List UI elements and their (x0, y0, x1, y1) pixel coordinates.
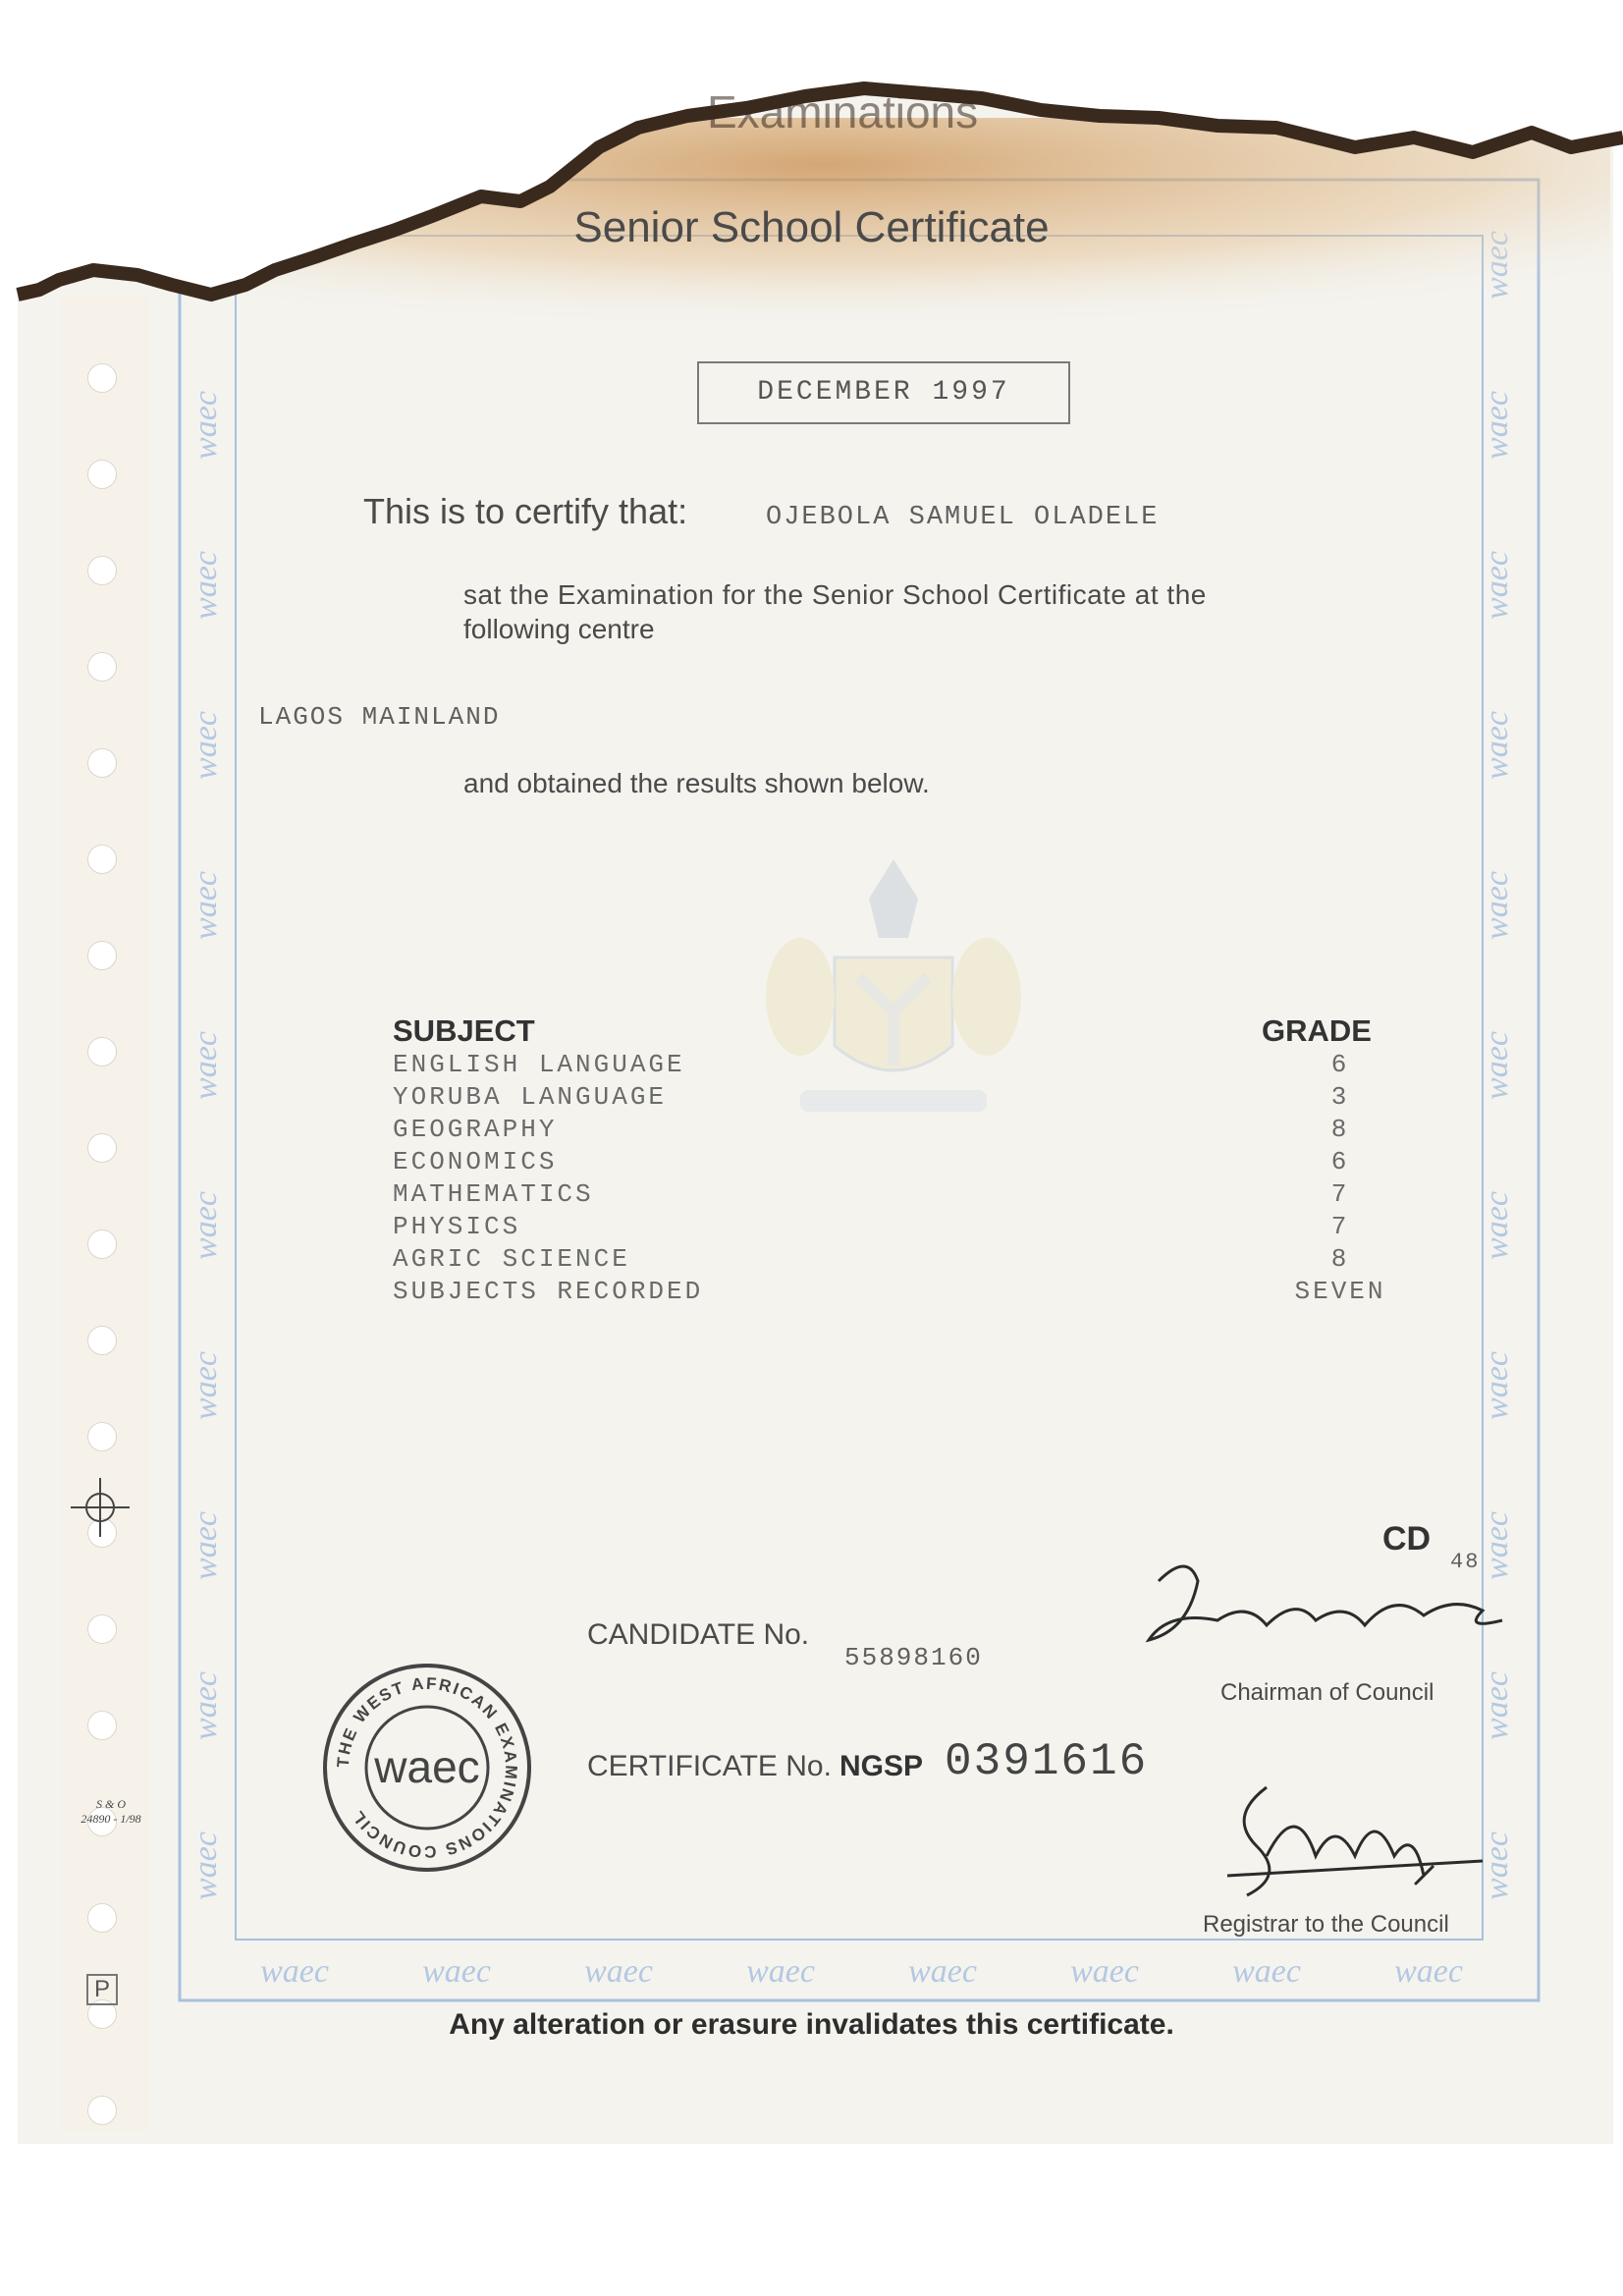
subject-grade: 8 (1330, 1244, 1350, 1274)
border-waec-mark: waec (188, 551, 224, 620)
border-waec-mark: waec (188, 1831, 224, 1900)
border-waec-mark: waec (188, 871, 224, 940)
tractor-hole (87, 556, 117, 585)
border-waec-mark: waec (1479, 1831, 1515, 1900)
tractor-hole (87, 1230, 117, 1259)
registration-crosshair-icon (71, 1478, 130, 1537)
border-waec-mark: waec (1479, 391, 1515, 460)
candidate-name: OJEBOLA SAMUEL OLADELE (766, 503, 1160, 532)
registrar-label: Registrar to the Council (1203, 1911, 1449, 1938)
subject-name: ECONOMICS (393, 1147, 558, 1176)
waec-seal (319, 1660, 535, 1876)
subject-name: AGRIC SCIENCE (393, 1244, 630, 1274)
border-waec-mark: waec (1479, 711, 1515, 780)
border-waec-mark: waec (260, 1953, 329, 1990)
subject-grade: 8 (1330, 1115, 1350, 1144)
burned-header: Examinations (707, 86, 979, 137)
tractor-hole (87, 748, 117, 778)
subject-name: ENGLISH LANGUAGE (393, 1050, 685, 1079)
waec-logo: waec (374, 1741, 480, 1792)
tractor-hole (87, 363, 117, 393)
border-waec-mark: waec (584, 1953, 653, 1990)
certificate-no: 0391616 (945, 1736, 1149, 1787)
tractor-feed-strip (61, 295, 149, 2131)
cd-label: CD (1382, 1520, 1432, 1558)
subject-list (393, 1049, 703, 1308)
sat-text-line2: following centre (463, 614, 655, 644)
border-waec-mark: waec (1479, 1671, 1515, 1740)
subject-name: MATHEMATICS (393, 1179, 594, 1209)
border-waec-mark: waec (908, 1953, 977, 1990)
sat-text-line1: sat the Examination for the Senior School Certificate at the (463, 579, 1207, 610)
border-waec-mark: waec (188, 1511, 224, 1580)
tractor-hole (87, 2096, 117, 2125)
subject-header: SUBJECT (393, 1013, 535, 1048)
border-waec-mark: waec (188, 1671, 224, 1740)
border-waec-mark: waec (188, 1191, 224, 1260)
tractor-hole (87, 1037, 117, 1066)
border-waec-mark: waec (1394, 1953, 1463, 1990)
border-waec-mark: waec (422, 1953, 491, 1990)
tractor-hole (87, 941, 117, 970)
border-waec-mark: waec (746, 1953, 815, 1990)
tractor-hole (87, 845, 117, 874)
results-text: and obtained the results shown below. (463, 768, 930, 798)
certificate-title: Senior School Certificate (573, 203, 1050, 251)
subject-name: YORUBA LANGUAGE (393, 1082, 668, 1112)
candidate-no-label: CANDIDATE No. (587, 1618, 810, 1651)
svg-text:THE WEST AFRICAN EXAMINATIONS: THE WEST AFRICAN EXAMINATIONS COUNCIL (333, 1673, 521, 1862)
exam-date: DECEMBER 1997 (697, 361, 1070, 424)
chairman-signature (1129, 1542, 1522, 1669)
tractor-hole (87, 1133, 117, 1163)
certificate-prefix: NGSP (839, 1750, 924, 1782)
border-waec-mark: waec (1070, 1953, 1139, 1990)
printer-mark-line2: 24890 - 1/98 (81, 1812, 141, 1826)
subject-grade: 6 (1330, 1147, 1350, 1176)
border-waec-mark: waec (1479, 551, 1515, 620)
coat-of-arms-watermark (741, 830, 1046, 1134)
border-waec-mark: waec (188, 391, 224, 460)
border-waec-mark: waec (188, 1351, 224, 1420)
tractor-hole (87, 652, 117, 682)
chairman-label: Chairman of Council (1220, 1679, 1434, 1706)
border-waec-mark: waec (1479, 1511, 1515, 1580)
border-waec-mark: waec (188, 1031, 224, 1100)
subject-grade: 7 (1330, 1179, 1350, 1209)
border-waec-mark: waec (1479, 1031, 1515, 1100)
cd-number: 48 (1450, 1550, 1481, 1574)
tractor-hole (87, 1903, 117, 1933)
subject-grade: SEVEN (1294, 1277, 1386, 1306)
alteration-warning: Any alteration or erasure invalidates this certificate. (449, 2008, 1174, 2041)
border-waec-mark: waec (1479, 1351, 1515, 1420)
exam-centre: LAGOS MAINLAND (258, 702, 501, 732)
tractor-hole (87, 1326, 117, 1355)
subject-name: SUBJECTS RECORDED (393, 1277, 704, 1306)
subject-grade: 3 (1330, 1082, 1350, 1112)
registrar-signature (1208, 1758, 1502, 1915)
border-waec-mark: waec (1479, 871, 1515, 940)
side-letter: P (86, 1974, 118, 2005)
tractor-hole (87, 1422, 117, 1451)
grade-header: GRADE (1262, 1013, 1372, 1048)
border-waec-mark: waec (1232, 1953, 1301, 1990)
burned-edge (0, 0, 1623, 354)
subject-name: PHYSICS (393, 1212, 521, 1241)
tractor-hole (87, 1711, 117, 1740)
subject-name: GEOGRAPHY (393, 1115, 558, 1144)
tractor-hole (87, 1614, 117, 1644)
certificate-no-label: CERTIFICATE No. (587, 1750, 832, 1782)
border-waec-mark: waec (1479, 1191, 1515, 1260)
candidate-no: 55898160 (844, 1643, 983, 1672)
tractor-hole (87, 460, 117, 489)
certify-label: This is to certify that: (363, 491, 688, 531)
printer-mark-line1: S & O (96, 1797, 126, 1811)
subject-grade: 6 (1330, 1050, 1350, 1079)
border-waec-mark: waec (188, 711, 224, 780)
grade-list (1267, 1049, 1414, 1308)
subject-grade: 7 (1330, 1212, 1350, 1241)
